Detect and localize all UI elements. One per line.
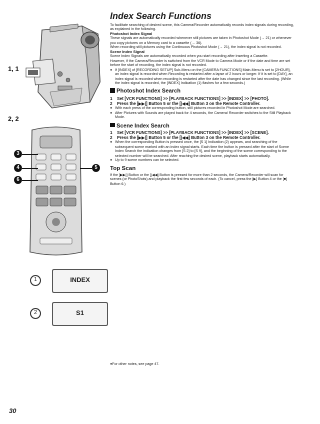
photoshot-index-signal-text: These signals are automatically recorded whenever still pictures are taken in Photoshot Mode (→ 21) or whenever you copy pictures on a Memory card to a cassette (→ 36). [110,36,292,45]
scene-step-2: 2 Press the [▶▶|] Button 5 or the [|◀◀] Button 3 on the Remote Controller. [110,135,261,141]
callout-line [80,168,92,169]
section-square-icon [110,123,115,128]
remote-controller-illustration [26,126,86,258]
callout-line [22,180,38,181]
illustration-column [8,22,108,342]
photoshot-bullet-1: ● With each press of the corresponding button, still pictures recorded in Photoshot Mode are searched. [110,106,276,111]
lcd-number-1: 1 [30,275,41,286]
callout-6: 6 [14,176,22,184]
scene-index-signal-text-2: However, if the Camera/Recorder is switched from the VCR Mode to Camera Mode or if the date and time are set before the start of recording, the index signal is not recorded. [110,58,291,68]
scene-index-bullet: ● If [INDEX] of [RECORDING SETUP] Sub-Menu on the [CAMERA FUNCTIONS] Main-Menu is set to [2HOUR], an index signal is recorded when Recording is restarted after a lapse of 2 hours or longer. If it is set to [DAY], an index signal is recorded when recording is restarted after the date has changed since the last recording. (While the index signal is recorded, the [INDEX] Indication (1) flashes for a few seconds.) [110,67,293,85]
callout-line [22,154,38,155]
footer-note: ●For other notes, see page 47. [110,362,160,366]
lcd-index-indication: INDEX [52,269,108,293]
photoshot-index-signal-text-2: When recording still pictures using the Continuous Photoshot Mode (→ 21), the index signal is not recorded. [110,45,282,50]
callout-3: 3 [14,150,22,158]
section-square-icon [110,88,115,93]
callout-line [22,168,38,169]
photoshot-search-heading: Photoshot Index Search [110,88,294,95]
intro-paragraph: To facilitate searching of desired scene, this Camera/Recorder automatically records index signals during recording, as explained in the following. [110,23,294,32]
scene-index-signal-text: Scene Index Signals are automatically recorded when you start recording after inserting a Cassette. [110,54,269,59]
callout-4: 4 [14,164,22,172]
scene-search-heading: Scene Index Search [110,123,294,130]
lcd-number-2: 2 [30,308,41,319]
step-label-mid: 2, 2 [8,116,19,123]
scene-step-1: 1 Set [VCR FUNCTIONS] >> [PLAYBACK FUNCTIONS] >> [INDEX] >> [SCENE]. [110,130,269,136]
step-label-top: 1, 1 [8,66,19,73]
photoshot-index-signal-heading: Photoshot Index Signal [110,31,153,36]
top-scan-heading: Top Scan [110,165,136,172]
scene-bullet-1: ● When the corresponding Button is pressed once, the [S 1] Indication (2) appears, and searching of the subsequent scene marked with an index signal starts. Each time the button is pressed after the start of Scene Index Search the indication changes from [S 2] to [S 9], and the beginning of the scene corresponding to the selected number will be searched. After reaching the desired scene, playback starts automatically. [110,140,289,158]
top-scan-text: If the [▶▶|] Button or the [|◀◀] Button is pressed for more than 2 seconds, the Camera/Recorder will scan for scenes (or PhotoShots) and playback the first few seconds of each. (To cancel, press the [▶] Button 4 or the [■] Button 6.) [110,172,287,186]
scene-index-signal-heading: Scene Index Signal [110,49,145,54]
photoshot-bullet-2: ● After Pictures with Sounds are played back for 4 seconds, the Camera/ Recorder switches to the Still Playback Mode. [110,110,291,120]
page-number: 30 [9,408,17,415]
photoshot-step-1: 1 Set [VCR FUNCTIONS] >> [PLAYBACK FUNCTIONS] >> [INDEX] >> [PHOTO]. [110,96,270,102]
photoshot-step-2: 2 Press the [▶▶|] Button 5 or the [|◀◀] Button 3 on the Remote Controller. [110,101,261,107]
camera-illustration [20,22,108,120]
lcd-scene-indication: S1 [52,302,108,326]
callout-5: 5 [92,164,100,172]
page-title: Index Search Functions [110,11,212,21]
scene-bullet-2: ● Up to 9 scene numbers can be selected. [110,158,180,163]
text-column [110,11,294,186]
